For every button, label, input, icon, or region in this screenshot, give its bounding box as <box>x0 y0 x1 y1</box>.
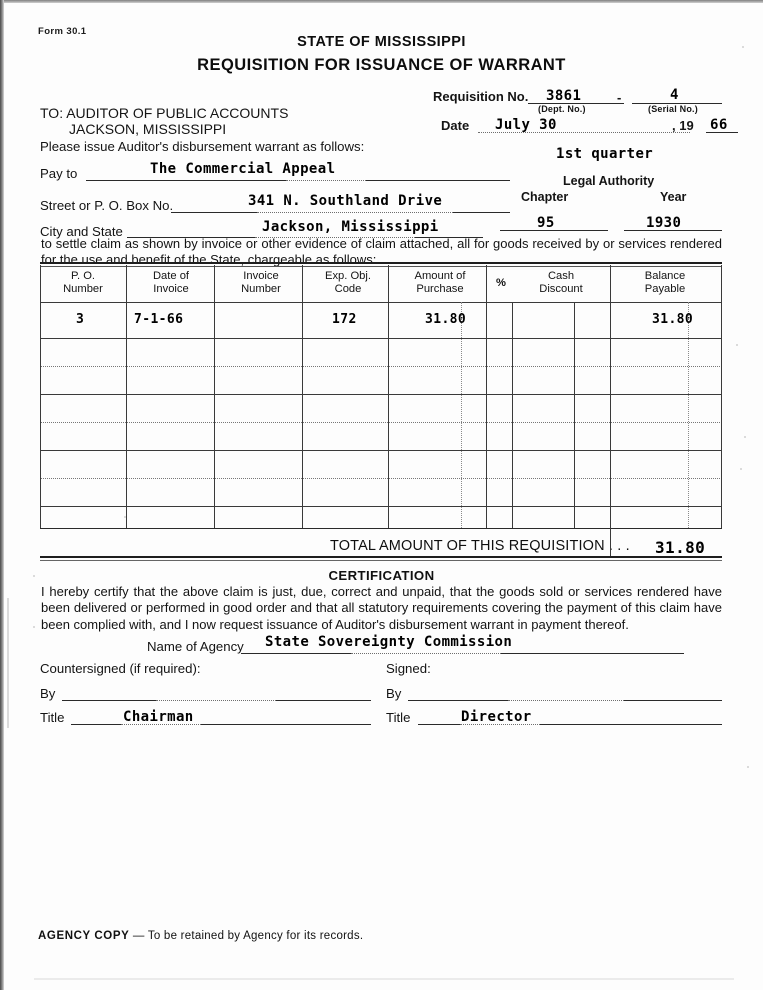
settle-claim-text: to settle claim as shown by invoice or other evidence of claim attached, all for goods received by or services rendered for the use and benefit of the State, chargeable as follows: <box>41 236 722 267</box>
year-prefix-label: , 19 <box>672 118 694 133</box>
pay-to-rule-b <box>286 180 366 181</box>
table-top-border <box>40 262 722 264</box>
scan-edge-left <box>0 0 4 990</box>
by-rule-right-c <box>624 700 722 701</box>
requisition-no-value[interactable]: 3861 <box>546 88 582 104</box>
table-row-rule-7 <box>40 506 722 507</box>
title-label-right: Title <box>386 710 411 725</box>
city-state-label: City and State <box>40 224 123 239</box>
pay-to-rule-c <box>366 180 510 181</box>
chapter-value[interactable]: 95 <box>537 215 555 231</box>
street-label: Street or P. O. Box No. <box>40 198 174 213</box>
street-value[interactable]: 341 N. Southland Drive <box>248 193 443 209</box>
street-rule-c <box>453 212 510 213</box>
year-value[interactable]: 66 <box>710 117 728 133</box>
table-vline-1 <box>126 265 127 528</box>
table-vline-5 <box>486 265 487 528</box>
scan-speck-2 <box>33 575 35 577</box>
col-header-cash-discount: Cash Discount <box>539 270 583 295</box>
by-rule-left-a <box>62 700 156 701</box>
table-row-rule-2 <box>40 366 722 367</box>
scan-speck-8 <box>740 468 742 470</box>
table-vline-discount-cents <box>574 302 575 528</box>
table-vline-3 <box>302 265 303 528</box>
cell-amount-of-purchase[interactable]: 31.80 <box>425 312 467 327</box>
scan-speck-1 <box>7 598 9 728</box>
legal-authority-label: Legal Authority <box>563 174 655 188</box>
certification-body: I hereby certify that the above claim is just, due, correct and unpaid, that the goods sold or services rendered have been delivered or performed in good order and that all statutory requirements covering the payment of this claim have been complied with, and I now request issuance of Auditor's disbursement warrant in payment thereof. <box>41 584 722 632</box>
dept-no-caption: (Dept. No.) <box>538 104 586 114</box>
by-rule-right-b <box>508 700 624 701</box>
document-title-state: STATE OF MISSISSIPPI <box>297 34 466 50</box>
agency-rule-a <box>241 653 351 654</box>
scan-edge-bottom <box>34 978 734 980</box>
col-header-po-number: P. O. Number <box>63 270 103 295</box>
year-label: Year <box>660 190 687 204</box>
scan-speck-3 <box>33 626 35 628</box>
table-row-rule-1 <box>40 338 722 339</box>
countersigned-label: Countersigned (if required): <box>40 661 201 676</box>
cell-date-of-invoice[interactable]: 7-1-66 <box>134 312 184 327</box>
document-title-main: REQUISITION FOR ISSUANCE OF WARRANT <box>197 56 566 74</box>
instruction-text: Please issue Auditor's disbursement warrant as follows: <box>40 139 365 154</box>
pay-to-rule-a <box>86 180 286 181</box>
legal-year-value[interactable]: 1930 <box>646 215 682 231</box>
col-header-balance-payable: Balance Payable <box>644 270 686 295</box>
col-header-exp-obj-code: Exp. Obj. Code <box>324 270 371 295</box>
table-vline-percent-right <box>512 302 513 528</box>
title-value-left[interactable]: Chairman <box>123 709 194 725</box>
total-top-rule <box>40 528 722 529</box>
quarter-value[interactable]: 1st quarter <box>556 146 654 162</box>
addressee-line-2: JACKSON, MISSISSIPPI <box>69 121 227 137</box>
street-rule-b <box>257 212 453 213</box>
by-rule-left-b <box>156 700 276 701</box>
by-label-left: By <box>40 686 56 701</box>
table-row-rule-5 <box>40 450 722 451</box>
table-vline-balance-cents <box>688 302 689 528</box>
total-value[interactable]: 31.80 <box>655 538 706 557</box>
scan-speck-4 <box>124 516 126 518</box>
total-vline <box>610 528 611 556</box>
col-header-amount-of-purchase: Amount of Purchase <box>414 270 466 295</box>
by-rule-left-c <box>276 700 371 701</box>
agency-copy-footer <box>38 930 363 942</box>
table-vline-2 <box>214 265 215 528</box>
scan-speck-6 <box>736 344 738 346</box>
cell-exp-obj-code[interactable]: 172 <box>332 312 357 327</box>
table-vline-4 <box>388 265 389 528</box>
by-rule-right-a <box>408 700 508 701</box>
table-row-rule-3 <box>40 394 722 395</box>
chapter-label: Chapter <box>521 190 569 204</box>
scan-edge-top <box>0 0 763 3</box>
agency-label: Name of Agency <box>147 639 244 654</box>
pay-to-label: Pay to <box>40 166 78 181</box>
requisition-dash: - <box>617 90 622 105</box>
city-state-value[interactable]: Jackson, Mississippi <box>262 219 439 235</box>
form-id-label: Form 30.1 <box>38 26 87 37</box>
table-vline-amount-cents <box>461 302 462 528</box>
table-vline-6 <box>610 265 611 528</box>
date-label: Date <box>441 118 470 133</box>
table-vline-right-edge <box>721 265 722 528</box>
title-rule-right-c <box>540 724 722 725</box>
signed-label: Signed: <box>386 661 431 676</box>
addressee-line-1: TO: AUDITOR OF PUBLIC ACCOUNTS <box>40 105 289 121</box>
table-header-bottom-rule <box>40 302 722 303</box>
title-value-right[interactable]: Director <box>461 709 532 725</box>
col-header-invoice-number: Invoice Number <box>241 270 281 295</box>
table-vline-left-edge <box>40 265 41 528</box>
table-row-rule-6 <box>40 478 722 479</box>
pay-to-value[interactable]: The Commercial Appeal <box>150 161 336 177</box>
serial-no-caption: (Serial No.) <box>648 104 698 114</box>
total-label: TOTAL AMOUNT OF THIS REQUISITION . . . <box>330 538 630 554</box>
title-label-left: Title <box>40 710 65 725</box>
col-header-percent: % <box>496 277 506 289</box>
scan-speck-7 <box>744 436 746 438</box>
agency-copy-rest: — To be retained by Agency for its records. <box>132 930 364 942</box>
title-rule-left-c <box>201 724 371 725</box>
street-rule-a <box>171 212 257 213</box>
cell-po-number[interactable]: 3 <box>76 312 85 327</box>
certification-heading: CERTIFICATION <box>328 568 435 583</box>
title-rule-left-a <box>71 724 121 725</box>
date-value[interactable]: July 30 <box>495 117 557 133</box>
title-rule-right-a <box>418 724 460 725</box>
col-header-date-of-invoice: Date of Invoice <box>152 270 190 295</box>
agency-rule-c <box>501 653 684 654</box>
agency-rule-b <box>351 653 501 654</box>
agency-copy-bold: AGENCY COPY <box>38 930 130 942</box>
by-label-right: By <box>386 686 402 701</box>
table-row-rule-4 <box>40 422 722 423</box>
cell-balance-payable[interactable]: 31.80 <box>652 312 694 327</box>
serial-no-value[interactable]: 4 <box>670 87 679 103</box>
scan-speck-9 <box>747 766 749 768</box>
requisition-no-label: Requisition No. <box>433 89 529 104</box>
total-bottom-rule <box>40 556 722 558</box>
agency-value[interactable]: State Sovereignty Commission <box>265 634 513 650</box>
scan-speck-5 <box>742 46 744 48</box>
total-bottom-rule-2 <box>40 560 722 561</box>
